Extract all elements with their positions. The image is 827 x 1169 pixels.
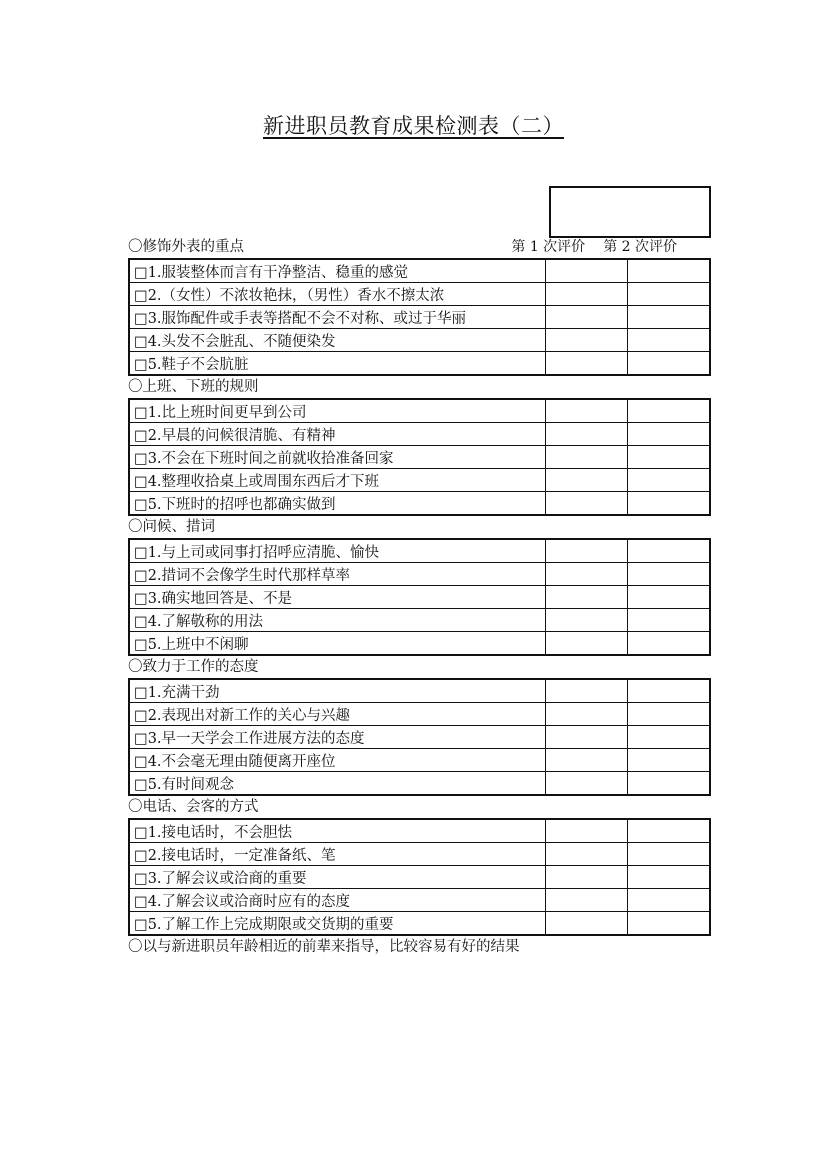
checklist-item[interactable]: □2.早晨的问候很清脆、有精神 (129, 423, 545, 446)
section-heading (128, 516, 711, 538)
eval-1-cell[interactable] (545, 259, 627, 283)
table-row (129, 679, 710, 703)
eval-1-cell[interactable] (545, 492, 627, 516)
table-row (129, 889, 710, 912)
checklist-item[interactable]: □2.表现出对新工作的关心与兴趣 (129, 703, 545, 726)
eval-1-cell[interactable] (545, 866, 627, 889)
eval-2-cell[interactable] (627, 679, 710, 703)
checklist-item[interactable]: □5.了解工作上完成期限或交货期的重要 (129, 912, 545, 936)
eval-1-cell[interactable] (545, 399, 627, 423)
table-row (129, 352, 710, 376)
eval-2-cell[interactable] (627, 632, 710, 656)
eval-header-2: 第 2 次评价 (603, 239, 677, 255)
eval-1-cell[interactable] (545, 819, 627, 843)
eval-column-headers (493, 236, 677, 258)
eval-2-cell[interactable] (627, 283, 710, 306)
eval-1-cell[interactable] (545, 703, 627, 726)
checklist-item[interactable]: □5.鞋子不会肮脏 (129, 352, 545, 376)
section-table (128, 258, 711, 376)
checklist-item[interactable]: □4.不会毫无理由随便离开座位 (129, 749, 545, 772)
checklist-item[interactable]: □1.充满干劲 (129, 679, 545, 703)
section-heading-text: 〇问候、措词 (128, 519, 215, 535)
eval-1-cell[interactable] (545, 889, 627, 912)
page-title: 新进职员教育成果检测表（二） (263, 114, 564, 138)
checklist-item[interactable]: □4.头发不会脏乱、不随便染发 (129, 329, 545, 352)
table-row (129, 329, 710, 352)
eval-1-cell[interactable] (545, 563, 627, 586)
table-row (129, 563, 710, 586)
checklist-item[interactable]: □3.不会在下班时间之前就收拾准备回家 (129, 446, 545, 469)
eval-1-cell[interactable] (545, 306, 627, 329)
table-row (129, 399, 710, 423)
section-heading-text: 〇修饰外表的重点 (128, 239, 244, 255)
eval-1-cell[interactable] (545, 912, 627, 936)
eval-1-cell[interactable] (545, 726, 627, 749)
section-table (128, 398, 711, 516)
table-row (129, 492, 710, 516)
checklist-item[interactable]: □1.与上司或同事打招呼应清脆、愉快 (129, 539, 545, 563)
section-heading (128, 656, 711, 678)
table-row (129, 703, 710, 726)
section-table (128, 818, 711, 936)
table-row (129, 423, 710, 446)
eval-2-cell[interactable] (627, 446, 710, 469)
checklist-item[interactable]: □3.了解会议或洽商的重要 (129, 866, 545, 889)
eval-2-cell[interactable] (627, 609, 710, 632)
checklist-item[interactable]: □5.有时间观念 (129, 772, 545, 796)
eval-1-cell[interactable] (545, 609, 627, 632)
checklist-item[interactable]: □4.了解敬称的用法 (129, 609, 545, 632)
eval-header-1: 第 1 次评价 (511, 239, 586, 255)
checklist-item[interactable]: □2.措词不会像学生时代那样草率 (129, 563, 545, 586)
eval-2-cell[interactable] (627, 703, 710, 726)
table-row (129, 609, 710, 632)
eval-1-cell[interactable] (545, 772, 627, 796)
checklist-item[interactable]: □3.确实地回答是、不是 (129, 586, 545, 609)
table-row (129, 539, 710, 563)
table-row (129, 726, 710, 749)
eval-1-cell[interactable] (545, 283, 627, 306)
eval-1-cell[interactable] (545, 632, 627, 656)
table-row (129, 843, 710, 866)
section-heading (128, 376, 711, 398)
eval-2-cell[interactable] (627, 843, 710, 866)
checklist-form (128, 236, 711, 958)
section-table (128, 538, 711, 656)
section-table (128, 678, 711, 796)
checklist-item[interactable]: □3.服饰配件或手表等搭配不会不对称、或过于华丽 (129, 306, 545, 329)
table-row (129, 259, 710, 283)
table-row (129, 912, 710, 936)
eval-1-cell[interactable] (545, 843, 627, 866)
eval-2-cell[interactable] (627, 889, 710, 912)
eval-2-cell[interactable] (627, 423, 710, 446)
table-row (129, 283, 710, 306)
checklist-item[interactable]: □2.（女性）不浓妆艳抹，（男性）香水不擦太浓 (129, 283, 545, 306)
eval-2-cell[interactable] (627, 726, 710, 749)
checklist-item[interactable]: □4.整理收拾桌上或周围东西后才下班 (129, 469, 545, 492)
section-heading-text: 〇致力于工作的态度 (128, 659, 259, 675)
eval-2-cell[interactable] (627, 352, 710, 376)
eval-2-cell[interactable] (627, 539, 710, 563)
table-row (129, 586, 710, 609)
eval-1-cell[interactable] (545, 446, 627, 469)
table-row (129, 469, 710, 492)
table-row (129, 866, 710, 889)
section-heading (128, 796, 711, 818)
eval-1-cell[interactable] (545, 586, 627, 609)
eval-2-cell[interactable] (627, 912, 710, 936)
eval-1-cell[interactable] (545, 679, 627, 703)
eval-2-cell[interactable] (627, 749, 710, 772)
score-box[interactable] (549, 186, 711, 238)
eval-1-cell[interactable] (545, 539, 627, 563)
checklist-item[interactable]: □1.比上班时间更早到公司 (129, 399, 545, 423)
footer-note: 〇以与新进职员年龄相近的前辈来指导，比较容易有好的结果 (128, 939, 520, 955)
eval-2-cell[interactable] (627, 259, 710, 283)
section-heading (128, 236, 711, 258)
table-row (129, 749, 710, 772)
eval-1-cell[interactable] (545, 749, 627, 772)
checklist-item[interactable]: □2.接电话时，一定准备纸、笔 (129, 843, 545, 866)
eval-2-cell[interactable] (627, 399, 710, 423)
table-row (129, 819, 710, 843)
eval-2-cell[interactable] (627, 306, 710, 329)
eval-2-cell[interactable] (627, 819, 710, 843)
table-row (129, 306, 710, 329)
eval-1-cell[interactable] (545, 352, 627, 376)
eval-1-cell[interactable] (545, 469, 627, 492)
eval-2-cell[interactable] (627, 866, 710, 889)
eval-1-cell[interactable] (545, 329, 627, 352)
section-heading-text: 〇电话、会客的方式 (128, 799, 259, 815)
table-row (129, 772, 710, 796)
eval-2-cell[interactable] (627, 563, 710, 586)
checklist-item[interactable]: □5.下班时的招呼也都确实做到 (129, 492, 545, 516)
checklist-item[interactable]: □3.早一天学会工作进展方法的态度 (129, 726, 545, 749)
checklist-item[interactable]: □5.上班中不闲聊 (129, 632, 545, 656)
eval-2-cell[interactable] (627, 329, 710, 352)
checklist-item[interactable]: □1.接电话时，不会胆怯 (129, 819, 545, 843)
eval-2-cell[interactable] (627, 492, 710, 516)
eval-2-cell[interactable] (627, 772, 710, 796)
eval-1-cell[interactable] (545, 423, 627, 446)
eval-2-cell[interactable] (627, 586, 710, 609)
checklist-item[interactable]: □4.了解会议或洽商时应有的态度 (129, 889, 545, 912)
checklist-item[interactable]: □1.服装整体而言有干净整洁、稳重的感觉 (129, 259, 545, 283)
table-row (129, 632, 710, 656)
section-heading-text: 〇上班、下班的规则 (128, 379, 259, 395)
eval-2-cell[interactable] (627, 469, 710, 492)
table-row (129, 446, 710, 469)
